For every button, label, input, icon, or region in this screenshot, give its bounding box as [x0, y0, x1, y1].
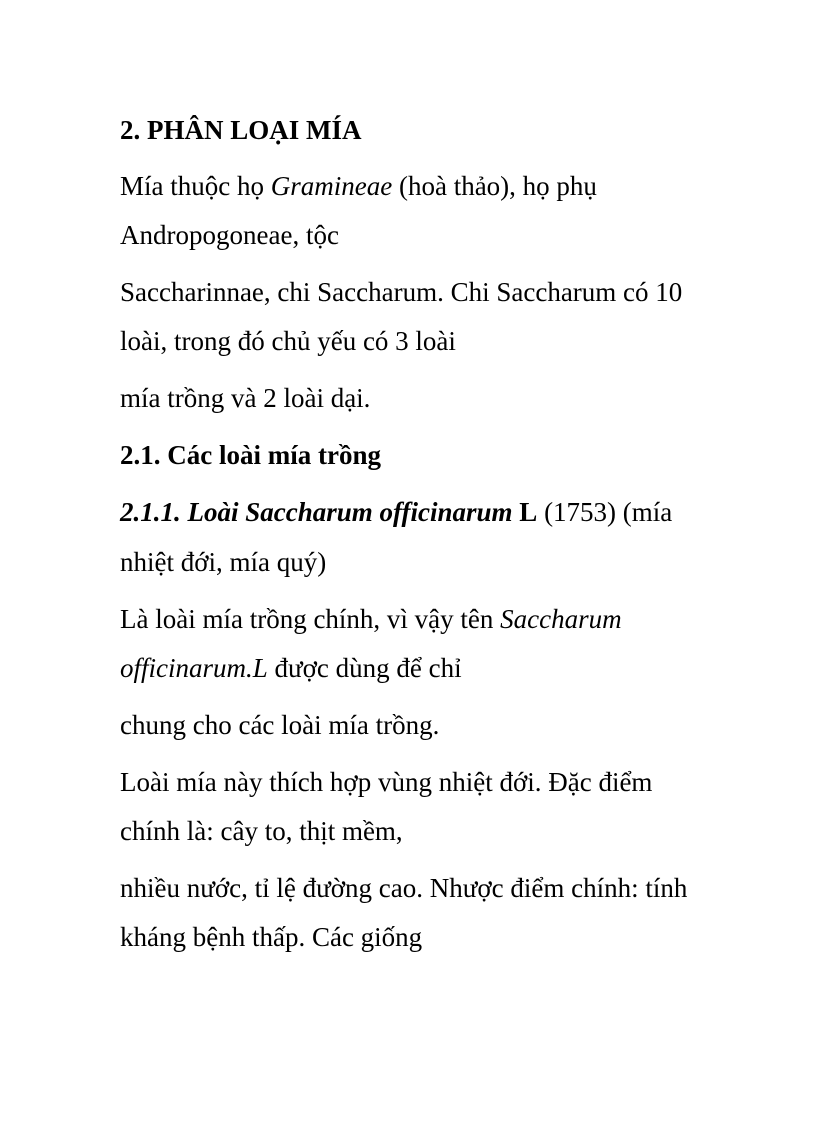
- subsection-heading-line-2: nhiệt đới, mía quý): [120, 547, 327, 577]
- para2-line-1: Loài mía này thích hợp vùng nhiệt đới. Đặc điểm: [120, 767, 653, 797]
- para2-line-3: nhiều nước, tỉ lệ đường cao. Nhược điểm chính: tính: [120, 873, 688, 903]
- intro-line-4: loài, trong đó chủ yếu có 3 loài: [120, 326, 456, 356]
- para1-line-2: [120, 652, 462, 684]
- intro-line-3: Saccharinnae, chi Saccharum. Chi Saccharum có 10: [120, 277, 683, 307]
- subsection-title: 2.1.1. Loài Saccharum officinarum: [120, 497, 513, 527]
- intro-line-5: mía trồng và 2 loài dại.: [120, 383, 371, 413]
- intro-genus: Gramineae: [270, 171, 393, 201]
- para1-species-epithet: officinarum.L: [120, 653, 268, 683]
- main-heading: 2. PHÂN LOẠI MÍA: [120, 115, 362, 145]
- intro-line-1-suffix: (hoà thảo), họ phụ: [392, 171, 597, 201]
- para1-line-1: [120, 603, 622, 635]
- intro-line-1: [120, 170, 597, 202]
- intro-line-1-prefix: Mía thuộc họ: [120, 171, 271, 201]
- para1-line-3: chung cho các loài mía trồng.: [120, 710, 440, 740]
- para1-species-name: Saccharum: [500, 604, 622, 634]
- para1-line-2-suffix: được dùng để chỉ: [267, 653, 462, 683]
- subsection-author: L: [512, 497, 538, 527]
- subsection-heading-line-1: [120, 496, 672, 528]
- subsection-year: (1753) (mía: [537, 497, 673, 527]
- para1-line-1-prefix: Là loài mía trồng chính, vì vậy tên: [120, 604, 501, 634]
- para2-line-2: chính là: cây to, thịt mềm,: [120, 816, 403, 846]
- para2-line-4: kháng bệnh thấp. Các giống: [120, 922, 423, 952]
- intro-line-2: Andropogoneae, tộc: [120, 220, 339, 250]
- section-heading: 2.1. Các loài mía trồng: [120, 440, 381, 470]
